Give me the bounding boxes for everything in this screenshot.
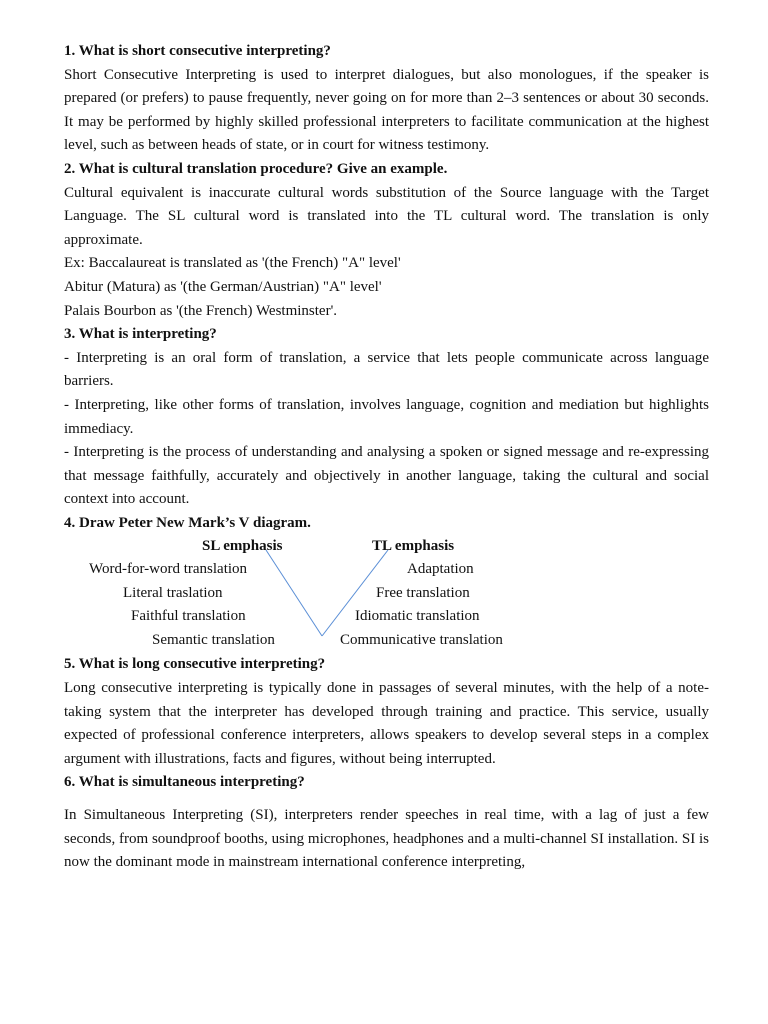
question-5-heading: 5. What is long consecutive interpreting? — [64, 656, 326, 673]
question-4-heading: 4. Draw Peter New Mark’s V diagram. — [64, 514, 311, 531]
question-1-heading: 1. What is short consecutive interpreting? — [64, 43, 331, 59]
question-2-heading: 2. What is cultural translation procedure? Give an example. — [64, 160, 448, 177]
question-2-example-1: Ex: Baccalaureat is translated as '(the French) "A" level' — [64, 255, 401, 272]
question-2-example-2: Abitur (Matura) as '(the German/Austrian) "A" level' — [64, 278, 382, 295]
sl-emphasis-heading: SL emphasis — [202, 538, 283, 555]
sl-item-semantic: Semantic translation — [152, 632, 275, 649]
question-6-heading: 6. What is simultaneous interpreting? — [64, 774, 305, 791]
sl-item-faithful: Faithful translation — [131, 608, 246, 625]
question-3-point-2: - Interpreting, like other forms of translation, involves language, cognition and mediation but highlights immediacy. — [64, 396, 709, 437]
v-diagram — [64, 535, 709, 653]
v-line-left — [266, 550, 322, 636]
tl-item-communicative: Communicative translation — [340, 632, 503, 649]
question-1-answer: Short Consecutive Interpreting is used to interpret dialogues, but also monologues, if the speaker is prepared (or prefers) to pause frequently, never going on for more than 2–3 sentences or about 30 seconds. It may be performed by highly skilled professional interpreters to facilitate communication at the highest level, such as between heads of state, or in court for witness testimony. — [64, 66, 709, 154]
question-2-answer: Cultural equivalent is inaccurate cultural words substitution of the Source language with the Target Language. The SL cultural word is translated into the TL cultural word. The translation is only approximate. — [64, 184, 709, 248]
tl-item-adaptation: Adaptation — [407, 561, 474, 578]
tl-emphasis-heading: TL emphasis — [372, 538, 455, 555]
sl-item-word-for-word: Word-for-word translation — [89, 561, 248, 578]
question-6-answer: In Simultaneous Interpreting (SI), interpreters render speeches in real time, with a lag of just a few seconds, from soundproof booths, using microphones, headphones and a multi-channel SI installation. SI is now the dominant mode in mainstream international conference interpreting, — [64, 807, 709, 871]
document-page — [64, 40, 709, 875]
sl-item-literal: Literal traslation — [123, 585, 223, 602]
question-3-heading: 3. What is interpreting? — [64, 326, 217, 343]
tl-item-free: Free translation — [376, 585, 470, 602]
question-3-point-1: - Interpreting is an oral form of translation, a service that lets people communicate across language barriers. — [64, 349, 709, 390]
question-5-answer: Long consecutive interpreting is typically done in passages of several minutes, with the help of a note-taking system that the interpreter has developed through training and practice. This service, usually expected of professional conference interpreters, allows speakers to develop several steps in a complex argument with illustrations, facts and figures, without being interrupted. — [64, 680, 709, 767]
spacer — [64, 795, 709, 804]
tl-item-idiomatic: Idiomatic translation — [355, 608, 480, 625]
question-3-point-3: - Interpreting is the process of understanding and analysing a spoken or signed message and re-expressing that message faithfully, accurately and objectively in another language, taking the cultural and social context into account. — [64, 444, 709, 508]
question-2-example-3: Palais Bourbon as '(the French) Westminster'. — [64, 302, 338, 319]
